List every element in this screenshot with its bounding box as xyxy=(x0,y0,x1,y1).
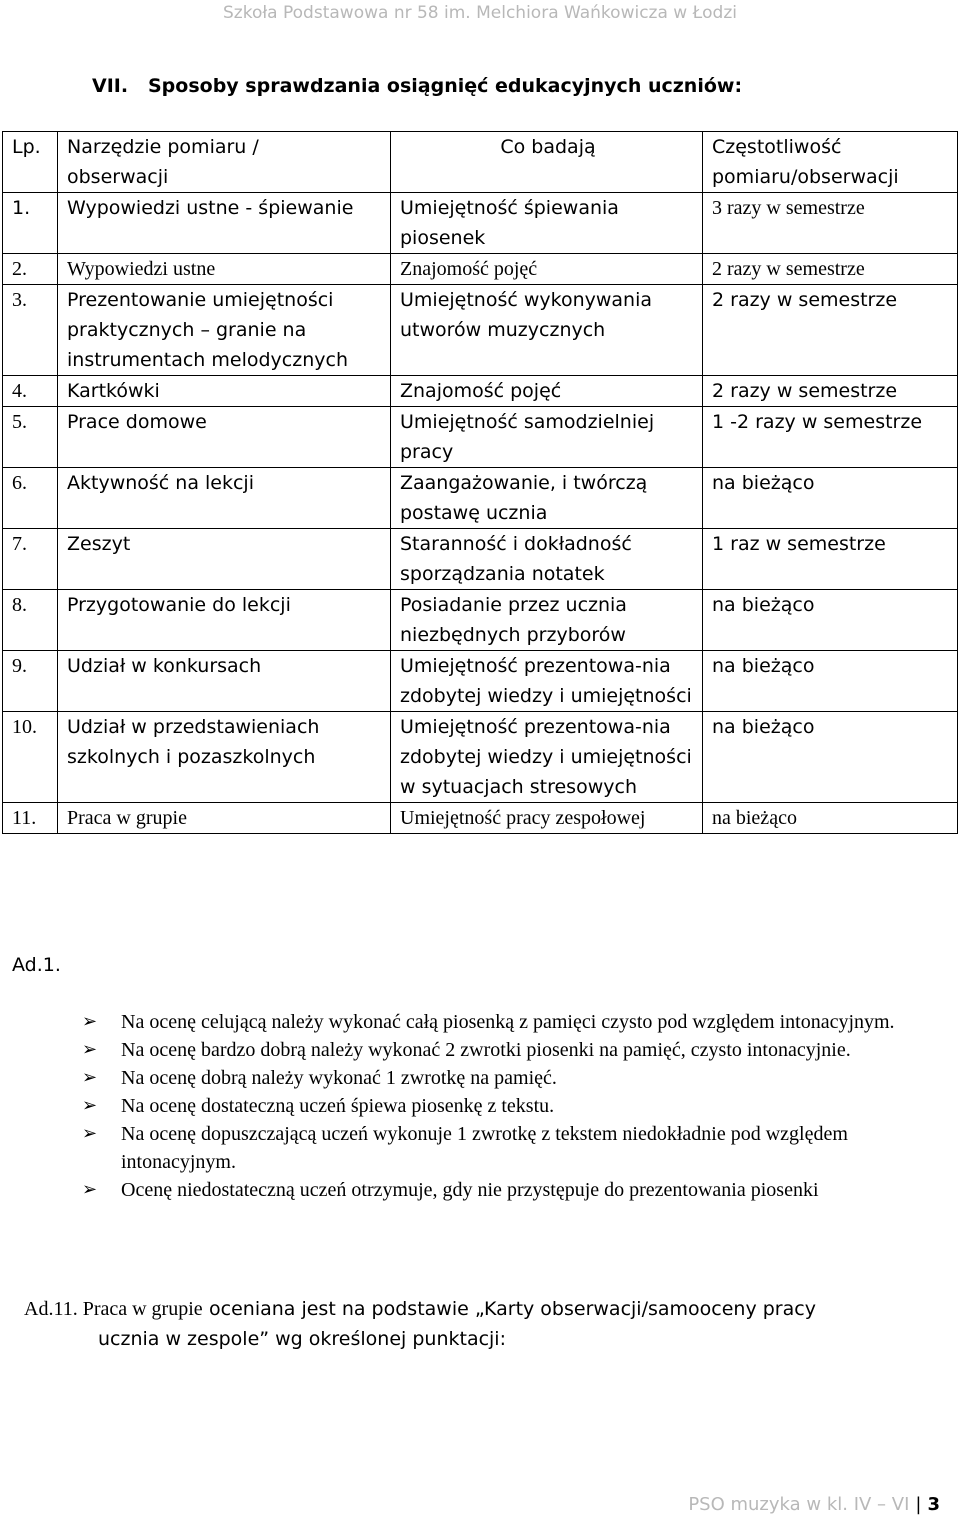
row-what: Staranność i dokładność sporządzania notatek xyxy=(391,529,703,590)
header-lp: Lp. xyxy=(3,132,58,193)
row-lp: 9. xyxy=(3,651,58,712)
row-lp: 2. xyxy=(3,254,58,285)
list-item: ➢ Na ocenę celującą należy wykonać całą piosenką z pamięci czysto pod względem intonacyjnym. xyxy=(82,1008,940,1036)
row-what: Umiejętność śpiewania piosenek xyxy=(391,193,703,254)
row-tool: Zeszyt xyxy=(58,529,391,590)
row-lp: 1. xyxy=(3,193,58,254)
row-frequency: 2 razy w semestrze xyxy=(703,285,958,376)
list-item: ➢ Na ocenę dobrą należy wykonać 1 zwrotkę na pamięć. xyxy=(82,1064,940,1092)
header-what: Co badają xyxy=(391,132,703,193)
row-lp: 11. xyxy=(3,803,58,834)
row-tool: Aktywność na lekcji xyxy=(58,468,391,529)
row-tool: Kartkówki xyxy=(58,376,391,407)
ad11-lead: Ad.11. Praca w grupie xyxy=(24,1298,203,1320)
grading-criteria-list xyxy=(82,1008,940,1204)
table-row xyxy=(3,712,958,803)
section-title xyxy=(92,72,742,100)
ad11-paragraph xyxy=(24,1293,944,1354)
arrowhead-bullet-icon: ➢ xyxy=(82,1067,98,1088)
row-lp: 4. xyxy=(3,376,58,407)
row-tool: Wypowiedzi ustne xyxy=(58,254,391,285)
row-frequency: 3 razy w semestrze xyxy=(703,193,958,254)
table-row xyxy=(3,651,958,712)
row-frequency: 2 razy w semestrze xyxy=(703,376,958,407)
row-tool: Prezentowanie umiejętności praktycznych – granie na instrumentach melodycznych xyxy=(58,285,391,376)
row-what: Umiejętność prezentowa-nia zdobytej wiedzy i umiejętności xyxy=(391,651,703,712)
table-row xyxy=(3,468,958,529)
row-frequency: na bieżąco xyxy=(703,712,958,803)
row-what: Umiejętność samodzielniej pracy xyxy=(391,407,703,468)
arrowhead-bullet-icon: ➢ xyxy=(82,1095,98,1116)
table-row xyxy=(3,407,958,468)
table-row xyxy=(3,376,958,407)
ad11-line2: ucznia w zespole” wg określonej punktacji: xyxy=(98,1328,506,1350)
list-item: ➢ Ocenę niedostateczną uczeń otrzymuje, gdy nie przystępuje do prezentowania piosenki xyxy=(82,1176,940,1204)
row-tool: Prace domowe xyxy=(58,407,391,468)
header-tool: Narzędzie pomiaru / obserwacji xyxy=(58,132,391,193)
row-what: Umiejętność pracy zespołowej xyxy=(391,803,703,834)
table-row xyxy=(3,193,958,254)
assessment-table xyxy=(2,131,958,834)
row-what: Zaangażowanie, i twórczą postawę ucznia xyxy=(391,468,703,529)
row-what: Znajomość pojęć xyxy=(391,254,703,285)
row-lp: 5. xyxy=(3,407,58,468)
row-lp: 8. xyxy=(3,590,58,651)
row-frequency: 1 -2 razy w semestrze xyxy=(703,407,958,468)
table-row xyxy=(3,590,958,651)
header-frequency: Częstotliwość pomiaru/obserwacji xyxy=(703,132,958,193)
row-frequency: na bieżąco xyxy=(703,803,958,834)
ad11-line1: oceniana jest na podstawie „Karty obserwacji/samooceny pracy xyxy=(209,1298,816,1320)
row-tool: Praca w grupie xyxy=(58,803,391,834)
row-tool: Udział w konkursach xyxy=(58,651,391,712)
list-item: ➢ Na ocenę dostateczną uczeń śpiewa piosenkę z tekstu. xyxy=(82,1092,940,1120)
row-what: Umiejętność wykonywania utworów muzycznych xyxy=(391,285,703,376)
row-tool: Przygotowanie do lekcji xyxy=(58,590,391,651)
row-tool: Wypowiedzi ustne - śpiewanie xyxy=(58,193,391,254)
section-title-text: Sposoby sprawdzania osiągnięć edukacyjnych uczniów: xyxy=(148,75,743,97)
row-frequency: na bieżąco xyxy=(703,468,958,529)
row-what: Posiadanie przez ucznia niezbędnych przyborów xyxy=(391,590,703,651)
list-item: ➢ Na ocenę dopuszczającą uczeń wykonuje 1 zwrotkę z tekstem niedokładnie pod względem intonacyjnym. xyxy=(82,1120,940,1176)
table-row xyxy=(3,285,958,376)
page-footer xyxy=(688,1493,940,1517)
row-frequency: 1 raz w semestrze xyxy=(703,529,958,590)
ad1-label: Ad.1. xyxy=(12,954,61,976)
footer-text: PSO muzyka w kl. IV – VI xyxy=(688,1494,910,1515)
row-frequency: na bieżąco xyxy=(703,590,958,651)
section-number: VII. xyxy=(92,75,129,97)
page-number: 3 xyxy=(927,1494,940,1515)
row-lp: 3. xyxy=(3,285,58,376)
row-frequency: 2 razy w semestrze xyxy=(703,254,958,285)
arrowhead-bullet-icon: ➢ xyxy=(82,1011,98,1032)
table-row xyxy=(3,529,958,590)
row-lp: 7. xyxy=(3,529,58,590)
page-header: Szkoła Podstawowa nr 58 im. Melchiora Wańkowicza w Łodzi xyxy=(223,3,737,23)
row-what: Znajomość pojęć xyxy=(391,376,703,407)
arrowhead-bullet-icon: ➢ xyxy=(82,1123,98,1144)
footer-separator: | xyxy=(915,1494,922,1515)
table-header-row xyxy=(3,132,958,193)
arrowhead-bullet-icon: ➢ xyxy=(82,1039,98,1060)
row-lp: 6. xyxy=(3,468,58,529)
list-item: ➢ Na ocenę bardzo dobrą należy wykonać 2 zwrotki piosenki na pamięć, czysto intonacyjnie. xyxy=(82,1036,940,1064)
row-what: Umiejętność prezentowa-nia zdobytej wiedzy i umiejętności w sytuacjach stresowych xyxy=(391,712,703,803)
arrowhead-bullet-icon: ➢ xyxy=(82,1179,98,1200)
row-lp: 10. xyxy=(3,712,58,803)
table-row xyxy=(3,803,958,834)
table-row xyxy=(3,254,958,285)
row-frequency: na bieżąco xyxy=(703,651,958,712)
row-tool: Udział w przedstawieniach szkolnych i pozaszkolnych xyxy=(58,712,391,803)
